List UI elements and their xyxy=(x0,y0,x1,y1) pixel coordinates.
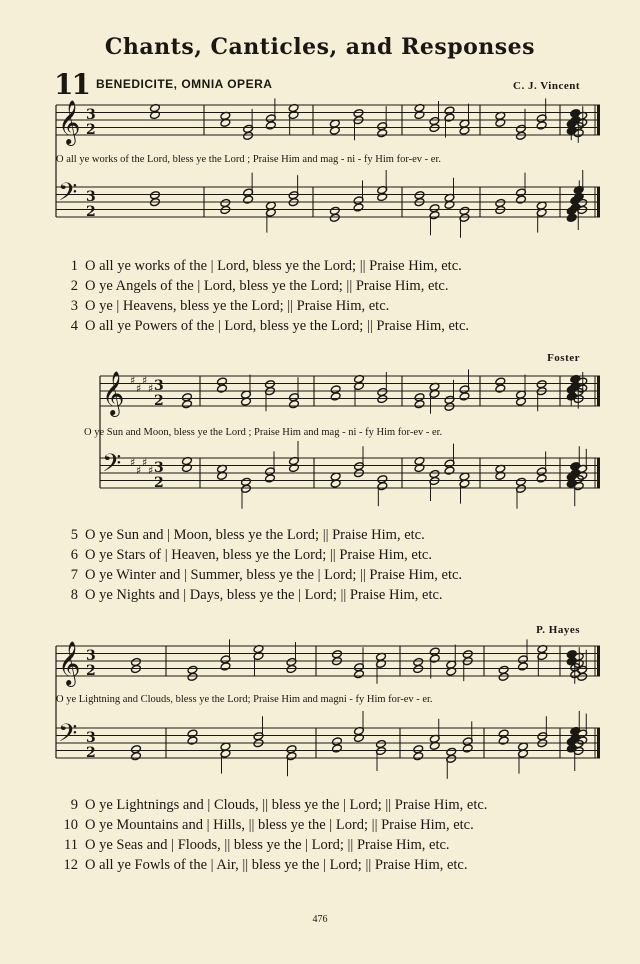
composer-chant-3: P. Hayes xyxy=(536,624,580,636)
time-signature-bottom: 2 xyxy=(86,204,96,220)
note-head xyxy=(265,474,276,483)
note-head xyxy=(286,664,297,673)
note-head xyxy=(577,672,588,681)
note-head xyxy=(414,463,425,472)
bass-clef-icon: 𝄢 xyxy=(102,449,122,484)
verse-2: 2 O ye Angels of the | Lord, bless ye the Lord; || Praise Him, etc. xyxy=(70,278,449,294)
note-head xyxy=(518,662,529,671)
lyric-line-chant-1: O all ye works of the Lord, bless ye the Lord ; Praise Him and mag - ni - fy Him for-ev - er. xyxy=(56,154,441,165)
time-signature-bottom: 2 xyxy=(154,393,164,409)
music-score-chant-3 xyxy=(0,636,640,786)
sharp-icon: ♯ xyxy=(136,464,142,477)
note-head xyxy=(462,744,473,753)
note-head xyxy=(377,192,388,201)
treble-staff xyxy=(56,639,600,687)
time-signature-top: 3 xyxy=(154,460,164,476)
bass-staff xyxy=(100,441,600,509)
composer-chant-1: C. J. Vincent xyxy=(513,80,580,92)
verse-11: 11 O ye Seas and | Floods, || bless ye the | Lord; || Praise Him, etc. xyxy=(64,837,450,853)
note-head xyxy=(289,400,300,409)
verses-chant-3 xyxy=(60,795,487,875)
final-barline-thick xyxy=(597,376,600,406)
bass-staff xyxy=(56,170,600,238)
verse-1: 1 O all ye works of the | Lord, bless ye the Lord; || Praise Him, etc. xyxy=(70,258,462,274)
note-head xyxy=(131,752,142,761)
note-head xyxy=(413,752,424,761)
note-head xyxy=(329,213,340,222)
sharp-icon: ♯ xyxy=(148,382,154,395)
note-head xyxy=(495,384,506,393)
note-head xyxy=(536,121,547,130)
music-score-chant-1 xyxy=(0,95,640,245)
verse-8: 8 O ye Nights and | Days, bless ye the | Lord; || Praise Him, etc. xyxy=(70,587,443,603)
music-score-chant-2 xyxy=(0,366,640,516)
note-head xyxy=(220,205,231,214)
note-head xyxy=(429,123,440,132)
verses-chant-1 xyxy=(60,256,469,336)
note-head xyxy=(498,736,509,745)
note-head xyxy=(265,121,276,130)
verse-12: 12 O all ye Fowls of the | Air, || bless ye the | Lord; || Praise Him, etc. xyxy=(63,857,468,873)
treble-staff xyxy=(100,369,600,417)
note-head xyxy=(182,400,193,409)
time-signature-top: 3 xyxy=(86,189,96,205)
note-head xyxy=(217,384,228,393)
note-head xyxy=(414,110,425,119)
lyric-line-chant-3: O ye Lightning and Clouds, bless ye the Lord; Praise Him and magni - fy Him for-ev - er. xyxy=(56,694,433,705)
note-head xyxy=(377,394,388,403)
note-head xyxy=(243,131,254,140)
final-barline-thick xyxy=(597,187,600,217)
time-signature-top: 3 xyxy=(86,107,96,123)
note-head xyxy=(516,131,527,140)
note-head xyxy=(444,402,455,411)
final-barline-thick xyxy=(597,105,600,135)
treble-clef-icon: 𝄞 xyxy=(58,641,81,685)
composer-chant-2: Foster xyxy=(547,352,580,364)
sharp-icon: ♯ xyxy=(148,464,154,477)
note-head xyxy=(187,736,198,745)
note-head xyxy=(182,463,193,472)
note-head xyxy=(413,664,424,673)
note-head xyxy=(536,474,547,483)
note-head xyxy=(495,205,506,214)
time-signature-bottom: 2 xyxy=(154,475,164,491)
note-head xyxy=(516,195,527,204)
note-head xyxy=(332,744,343,753)
note-head xyxy=(414,400,425,409)
verse-9: 9 O ye Lightnings and | Clouds, || bless ye the | Lord; || Praise Him, etc. xyxy=(70,797,488,813)
time-signature-bottom: 2 xyxy=(86,122,96,138)
sharp-icon: ♯ xyxy=(130,456,136,469)
note-head xyxy=(444,466,455,475)
sharp-icon: ♯ xyxy=(130,374,136,387)
note-head xyxy=(150,110,161,119)
verse-3: 3 O ye | Heavens, bless ye the Lord; || Praise Him, etc. xyxy=(70,298,390,314)
note-head xyxy=(498,672,509,681)
time-signature-bottom: 2 xyxy=(86,663,96,679)
time-signature-top: 3 xyxy=(86,730,96,746)
verse-6: 6 O ye Stars of | Heaven, bless ye the Lord; || Praise Him, etc. xyxy=(70,547,432,563)
bass-clef-icon: 𝄢 xyxy=(58,178,78,213)
page-number: 476 xyxy=(312,914,328,925)
note-head xyxy=(353,203,364,212)
note-head xyxy=(243,195,254,204)
note-head xyxy=(330,392,341,401)
final-barline-thick xyxy=(597,458,600,488)
bass-staff xyxy=(56,711,600,779)
treble-clef-icon: 𝄞 xyxy=(102,371,125,415)
time-signature-top: 3 xyxy=(154,378,164,394)
hymn-number: 11 xyxy=(54,68,89,101)
note-head xyxy=(459,392,470,401)
verse-7: 7 O ye Winter and | Summer, bless ye the | Lord; || Praise Him, etc. xyxy=(70,567,463,583)
final-barline-thick xyxy=(597,646,600,676)
treble-staff xyxy=(56,98,600,146)
sharp-icon: ♯ xyxy=(142,456,148,469)
final-barline-thick xyxy=(597,728,600,758)
note-head xyxy=(131,664,142,673)
note-head xyxy=(354,670,365,679)
hymn-title: BENEDICITE, OMNIA OPERA xyxy=(96,77,273,91)
note-head xyxy=(377,129,388,138)
time-signature-top: 3 xyxy=(86,648,96,664)
note-head xyxy=(566,213,577,222)
page-title: Chants, Canticles, and Responses xyxy=(104,34,536,60)
treble-clef-icon: 𝄞 xyxy=(58,100,81,144)
note-head xyxy=(289,463,300,472)
note-head xyxy=(354,733,365,742)
sharp-icon: ♯ xyxy=(142,374,148,387)
note-head xyxy=(187,672,198,681)
sharp-icon: ♯ xyxy=(136,382,142,395)
note-head xyxy=(220,662,231,671)
lyric-line-chant-2: O ye Sun and Moon, bless ye the Lord ; Praise Him and mag - ni - fy Him for-ev - er. xyxy=(84,427,443,438)
verses-chant-2 xyxy=(60,525,462,605)
verse-4: 4 O all ye Powers of the | Lord, bless ye the Lord; || Praise Him, etc. xyxy=(70,318,470,334)
bass-clef-icon: 𝄢 xyxy=(58,719,78,754)
verse-5: 5 O ye Sun and | Moon, bless ye the Lord; || Praise Him, etc. xyxy=(70,527,425,543)
verse-10: 10 O ye Mountains and | Hills, || bless ye the | Lord; || Praise Him, etc. xyxy=(63,817,474,833)
time-signature-bottom: 2 xyxy=(86,745,96,761)
